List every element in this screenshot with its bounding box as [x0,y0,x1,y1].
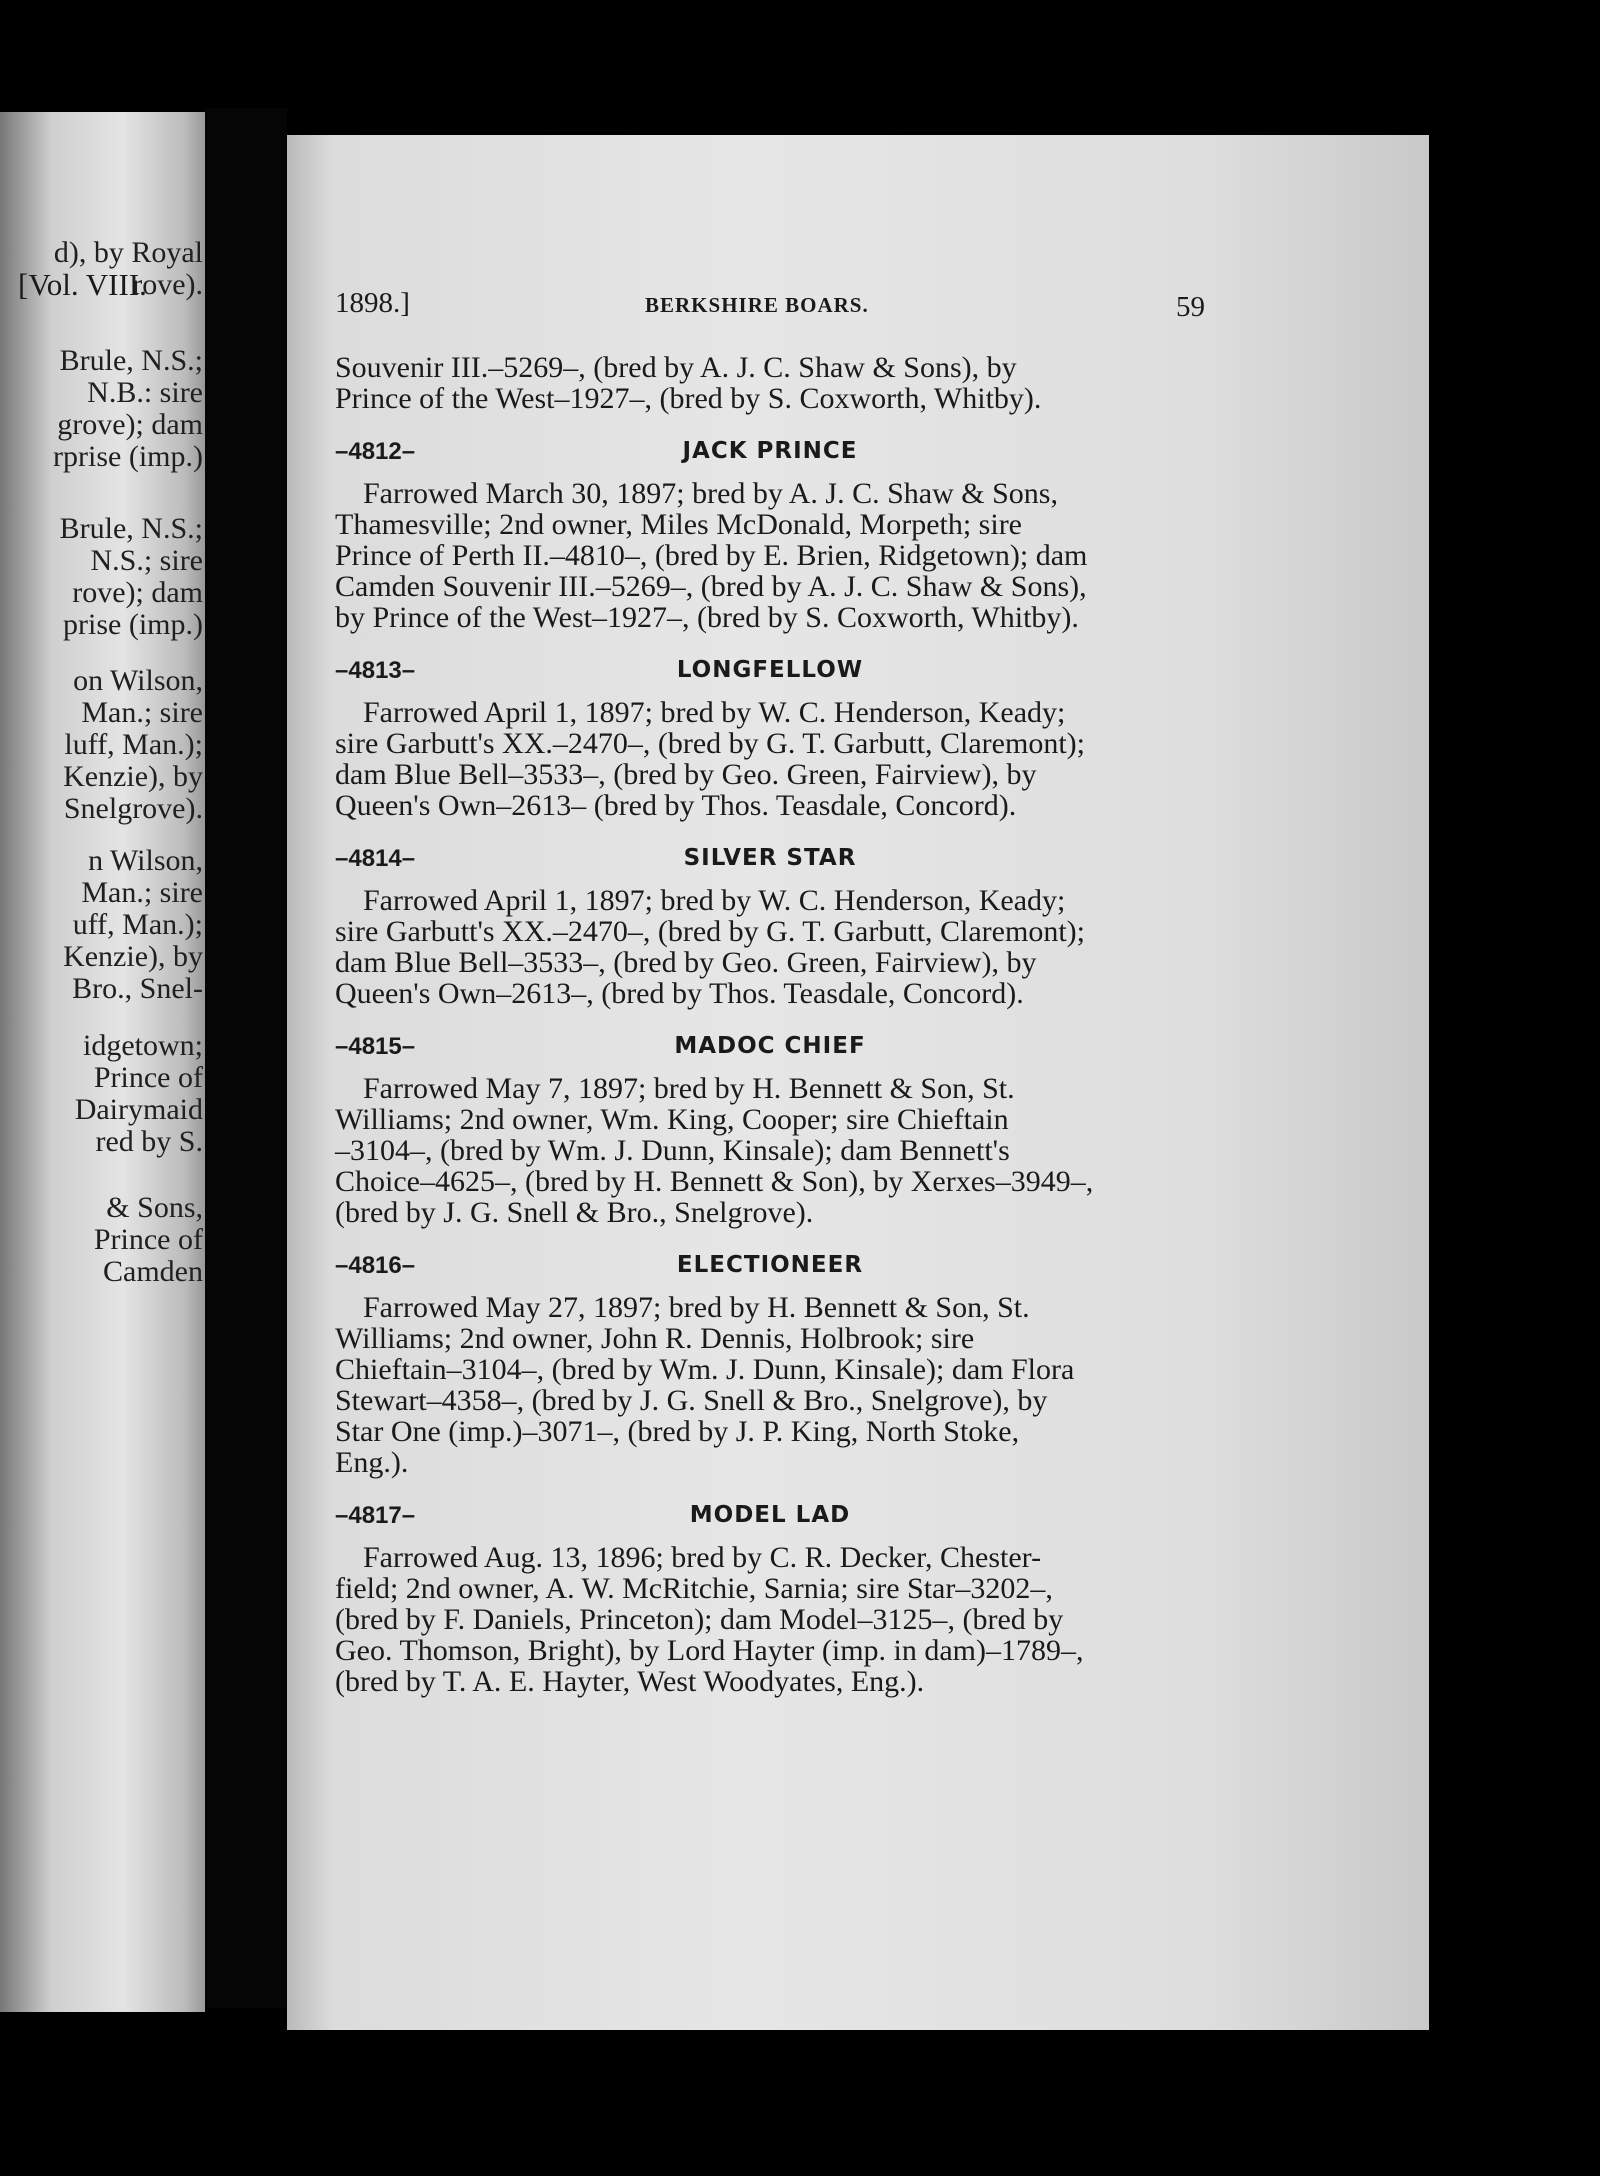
pedigree-entry [335,1492,1205,1697]
text-line: (bred by J. G. Snell & Bro., Snelgrove). [335,1196,814,1229]
text-line: Star One (imp.)–3071–, (bred by J. P. King, North Stoke, [335,1415,1020,1448]
entry-heading [335,1023,1205,1063]
entry-paragraph [335,885,1205,1009]
animal-name: MADOC CHIEF [674,1033,866,1059]
left-page-line: rove). [132,268,203,301]
left-page-line: uff, Man.); [72,908,203,941]
text-line: Choice–4625–, (bred by H. Bennett & Son), by Xerxes–3949–, [335,1165,1094,1198]
text-line: Souvenir III.–5269–, (bred by A. J. C. Shaw & Sons), by [335,351,1017,384]
left-page-line: rove); dam [72,576,203,609]
text-line: field; 2nd owner, A. W. McRitchie, Sarnia; sire Star–3202–, [335,1572,1053,1605]
left-page-line: red by S. [95,1125,203,1158]
left-page-line: Kenzie), by [63,760,203,793]
left-page [0,112,205,2012]
entry-list [335,428,1205,1697]
left-page-line: Bro., Snel- [72,972,203,1005]
left-page-line: grove); dam [57,408,203,441]
header-title: BERKSHIRE BOARS. [645,293,869,317]
entry-heading [335,1492,1205,1532]
text-line: Williams; 2nd owner, Wm. King, Cooper; sire Chieftain [335,1103,1009,1136]
registry-number: –4815– [335,1033,416,1060]
text-line: Farrowed May 27, 1897; bred by H. Bennett & Son, St. [363,1291,1030,1324]
text-line: Farrowed April 1, 1897; bred by W. C. Henderson, Keady; [363,696,1066,729]
left-page-line: Kenzie), by [63,940,203,973]
text-line: Stewart–4358–, (bred by J. G. Snell & Bro., Snelgrove), by [335,1384,1048,1417]
text-line: sire Garbutt's XX.–2470–, (bred by G. T. Garbutt, Claremont); [335,727,1085,760]
book-spine [205,108,287,2008]
left-page-line: & Sons, [106,1191,203,1224]
animal-name: MODEL LAD [689,1502,851,1528]
text-line: Williams; 2nd owner, John R. Dennis, Holbrook; sire [335,1322,975,1355]
text-line: Queen's Own–2613–, (bred by Thos. Teasdale, Concord). [335,977,1024,1010]
text-line: Farrowed May 7, 1897; bred by H. Bennett & Son, St. [363,1072,1015,1105]
text-line: (bred by F. Daniels, Princeton); dam Model–3125–, (bred by [335,1603,1064,1636]
text-line: Eng.). [335,1446,409,1479]
left-page-line: rprise (imp.) [53,440,203,473]
running-header [335,287,1205,327]
text-line: Farrowed April 1, 1897; bred by W. C. Henderson, Keady; [363,884,1066,917]
pedigree-entry [335,1023,1205,1228]
entry-heading [335,647,1205,687]
text-line: Farrowed Aug. 13, 1896; bred by C. R. Decker, Chester- [363,1541,1042,1574]
animal-name: ELECTIONEER [676,1252,864,1278]
entry-paragraph [335,1073,1205,1228]
text-line: Prince of Perth II.–4810–, (bred by E. Brien, Ridgetown); dam [335,539,1088,572]
entry-paragraph [335,1292,1205,1478]
continuation-paragraph [335,352,1205,414]
entry-heading [335,835,1205,875]
left-page-line: luff, Man.); [64,728,203,761]
text-line: dam Blue Bell–3533–, (bred by Geo. Green, Fairview), by [335,758,1037,791]
entry-paragraph [335,1542,1205,1697]
page-body [335,352,1205,1697]
text-line: (bred by T. A. E. Hayter, West Woodyates, Eng.). [335,1665,925,1698]
registry-number: –4814– [335,845,416,872]
header-year: 1898.] [335,287,410,319]
text-line: Queen's Own–2613– (bred by Thos. Teasdale, Concord). [335,789,1017,822]
text-line: Geo. Thomson, Bright), by Lord Hayter (imp. in dam)–1789–, [335,1634,1084,1667]
left-page-line: N.S.; sire [90,544,203,577]
page-edge [1429,135,1600,2030]
left-page-line: Camden [103,1255,203,1288]
text-line: Thamesville; 2nd owner, Miles McDonald, Morpeth; sire [335,508,1022,541]
animal-name: SILVER STAR [683,845,857,871]
left-page-header: [Vol. VIII. [18,267,147,302]
left-page-line: Snelgrove). [63,792,203,825]
pedigree-entry [335,647,1205,821]
left-page-line: prise (imp.) [63,608,203,641]
entry-paragraph [335,697,1205,821]
text-line: dam Blue Bell–3533–, (bred by Geo. Green, Fairview), by [335,946,1037,979]
text-line: Camden Souvenir III.–5269–, (bred by A. J. C. Shaw & Sons), [335,570,1087,603]
animal-name: LONGFELLOW [676,657,864,683]
left-page-line: on Wilson, [73,664,203,697]
registry-number: –4816– [335,1252,416,1279]
left-page-line: Dairymaid [74,1093,203,1126]
registry-number: –4813– [335,657,416,684]
text-line: –3104–, (bred by Wm. J. Dunn, Kinsale); dam Bennett's [335,1134,1010,1167]
left-page-line: idgetown; [83,1029,203,1062]
left-page-line: Man.; sire [81,876,203,909]
text-line: by Prince of the West–1927–, (bred by S. Coxworth, Whitby). [335,601,1079,634]
entry-heading [335,428,1205,468]
left-page-line: Brule, N.S.; [59,512,203,545]
pedigree-entry [335,428,1205,633]
entry-heading [335,1242,1205,1282]
text-line: sire Garbutt's XX.–2470–, (bred by G. T. Garbutt, Claremont); [335,915,1085,948]
left-page-line: Brule, N.S.; [59,344,203,377]
pedigree-entry [335,1242,1205,1478]
left-page-line: Prince of [93,1061,203,1094]
left-page-line: Man.; sire [81,696,203,729]
left-page-line: n Wilson, [88,844,203,877]
registry-number: –4817– [335,1502,416,1529]
text-line: Farrowed March 30, 1897; bred by A. J. C. Shaw & Sons, [363,477,1058,510]
text-line: Prince of the West–1927–, (bred by S. Coxworth, Whitby). [335,382,1042,415]
left-page-line: d), by Royal [53,236,203,269]
page-number: 59 [1176,291,1205,323]
left-page-line: N.B.: sire [87,376,203,409]
pedigree-entry [335,835,1205,1009]
registry-number: –4812– [335,438,416,465]
text-line: Chieftain–3104–, (bred by Wm. J. Dunn, Kinsale); dam Flora [335,1353,1075,1386]
left-page-line: Prince of [93,1223,203,1256]
animal-name: JACK PRINCE [682,438,858,464]
entry-paragraph [335,478,1205,633]
